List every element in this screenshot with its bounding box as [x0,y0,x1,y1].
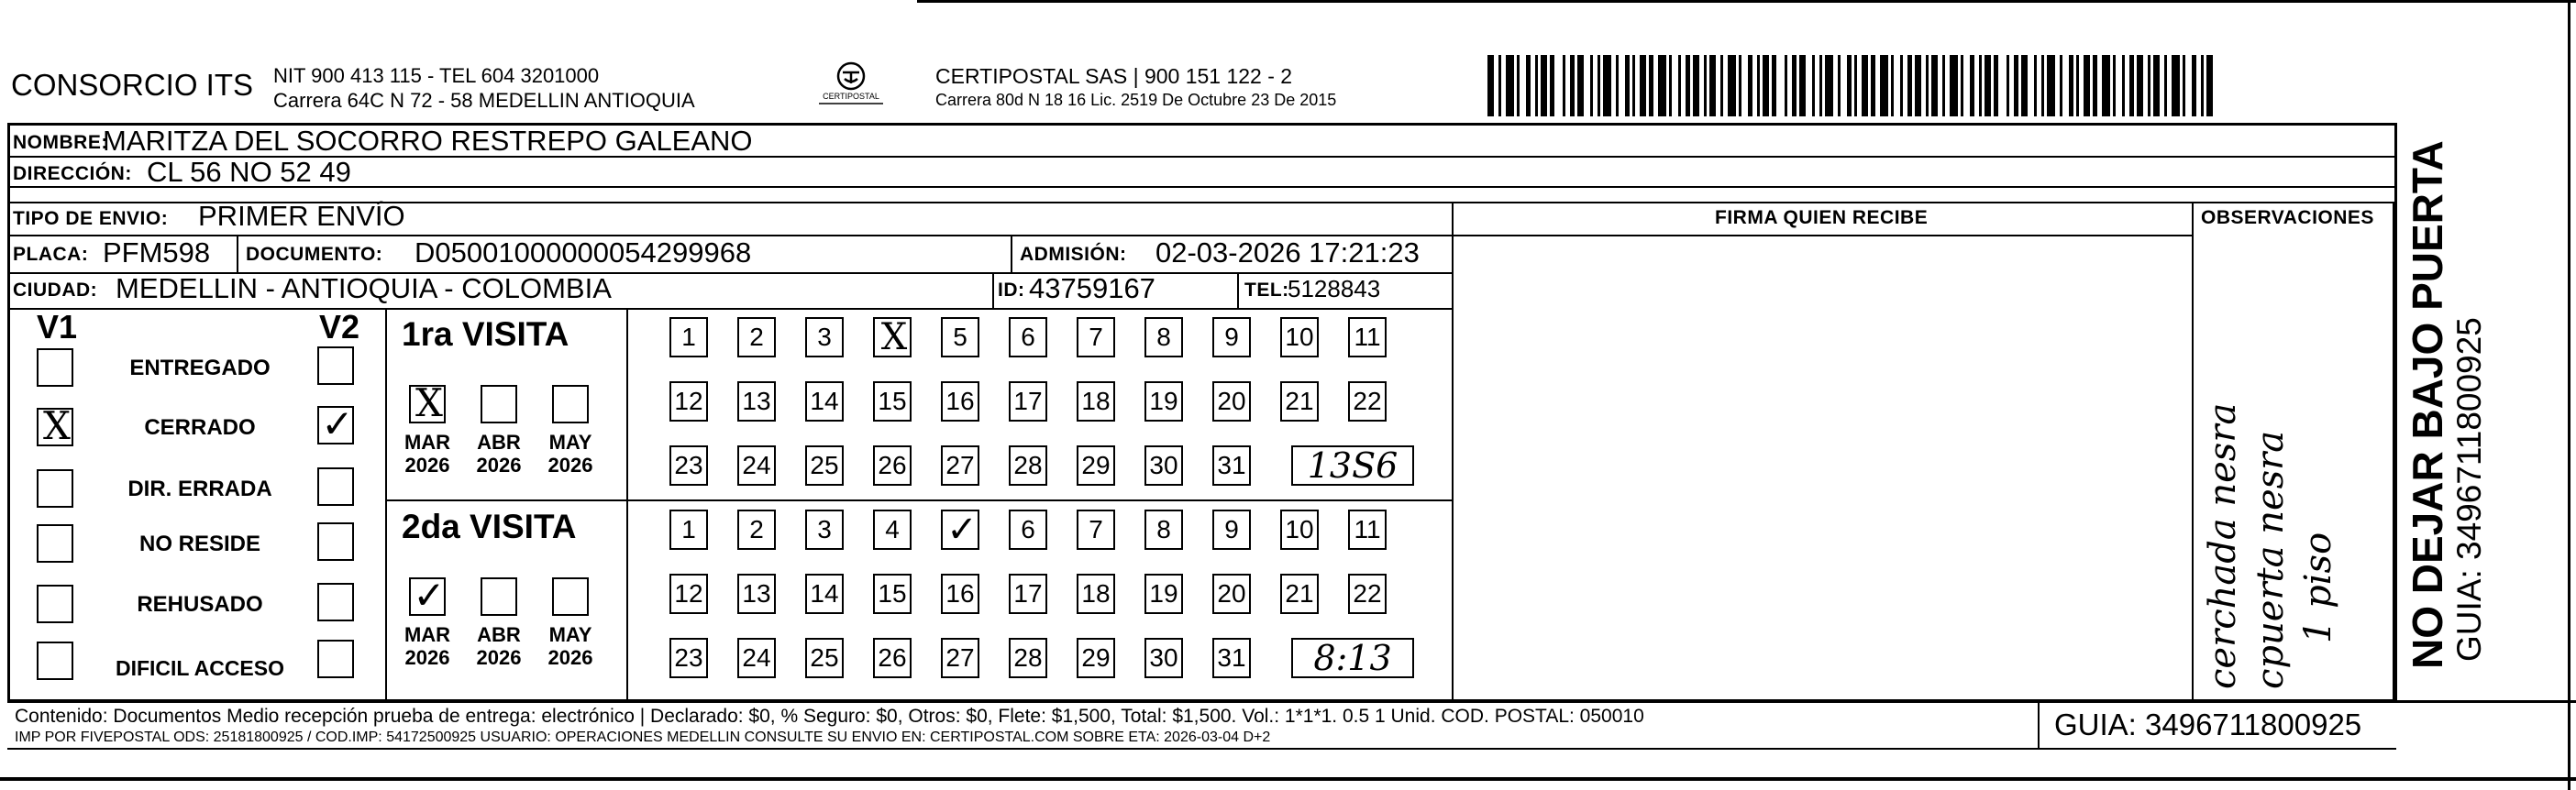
status-v1-checkbox[interactable] [37,403,73,448]
admision-value: 02-03-2026 17:21:23 [1155,236,1420,269]
barcode-bar [1950,55,1958,116]
status-v1-checkbox[interactable] [37,585,73,623]
visit-mid-line [626,308,628,702]
barcode-bar [1577,55,1584,116]
barcode-bar [1741,55,1748,116]
barcode-bar [1640,55,1646,116]
visit-month-label [398,623,457,669]
barcode-bar [1998,55,2007,116]
barcode-bar [1541,55,1547,116]
footer-bottom [7,748,2396,750]
visit-day-mark: X [880,316,908,358]
visit-day-box[interactable]: 18 [1077,381,1115,422]
status-label: NO RESIDE [138,532,261,556]
footer-guia: GUIA: 3496711800925 [2054,708,2362,741]
visit-day-box[interactable]: 18 [1077,574,1115,614]
obs-line-1: cerchada nesra [2202,402,2244,689]
logo-text: CERTIPOSTAL [823,92,879,101]
visit-day-box[interactable]: 15 [873,381,912,422]
visit-title: 1ra VISITA [402,315,569,353]
visit-day-box[interactable]: 24 [737,638,776,678]
barcode-bar [1672,55,1678,116]
month-year: 2026 [404,646,450,669]
id-label: ID: [998,280,1025,301]
id-sep [992,274,994,309]
placa-value: PFM598 [103,236,211,269]
barcode-bar [1763,55,1769,116]
barcode-bar [1880,55,1888,116]
visit-month-mark: ✓ [413,573,446,618]
barcode-bar [2102,55,2110,116]
status-v2-checkbox[interactable] [317,346,354,385]
visit-day-box[interactable]: 16 [941,574,979,614]
visit-day-box[interactable]: 5 [941,317,979,357]
visit-day-box[interactable]: 20 [1212,574,1251,614]
barcode-bar [1619,55,1625,116]
visit-day-box[interactable]: 3 [805,510,844,550]
placa-label: PLACA: [13,244,89,265]
visit-day-box[interactable]: 14 [805,381,844,422]
barcode-bar [2028,55,2034,116]
visit-day-box[interactable]: 6 [1009,317,1047,357]
visit-day-box[interactable]: 7 [1077,317,1115,357]
barcode-bar [1862,55,1868,116]
visit-day-box[interactable]: 13 [737,574,776,614]
visit-day-box[interactable]: 1 [669,317,708,357]
obs-right-line [2393,202,2394,703]
visit-month-label [470,623,528,669]
status-label: REHUSADO [137,592,263,617]
visit-day-box[interactable]: 9 [1212,317,1251,357]
company-address: Carrera 64C N 72 - 58 MEDELLIN ANTIOQUIA [273,89,695,112]
visit-day-box[interactable]: 15 [873,574,912,614]
barcode-bar [2116,55,2122,116]
admision-sep [1011,236,1012,273]
nombre-value: MARITZA DEL SOCORRO RESTREPO GALEANO [103,125,753,157]
visit-left-line [385,308,387,702]
barcode-bar [1841,55,1847,116]
month-year: 2026 [547,454,593,477]
visit-month-checkbox[interactable] [409,380,446,425]
visit-day-box[interactable]: 12 [669,381,708,422]
visit-day-box[interactable]: 25 [805,445,844,486]
visit-day-box[interactable]: 2 [737,510,776,550]
visit-day-box[interactable]: 22 [1348,574,1387,614]
visit-day-box[interactable]: 19 [1144,381,1183,422]
visit-day-box[interactable]: 30 [1144,445,1183,486]
visit-day-box[interactable]: 21 [1280,574,1319,614]
visit-day-box[interactable]: 10 [1280,317,1319,357]
obs-line-2: cpuerta nesra [2250,430,2292,689]
visit-day-mark: ✓ [946,509,978,551]
visit-day-box[interactable]: 4 [873,510,912,550]
ciudad-label: CIUDAD: [13,280,98,301]
barcode-bar [2185,55,2192,116]
visit-month-label [398,431,457,477]
left-section-right-line [1452,202,1454,703]
status-v1-checkbox[interactable] [37,524,73,563]
visit-day-box[interactable]: 29 [1077,445,1115,486]
side-text [2405,119,2489,669]
visit-day-box[interactable]: 26 [873,445,912,486]
admision-label: ADMISIÓN: [1020,244,1127,265]
barcode-bar [1506,55,1514,116]
visit-day-box[interactable]: 8 [1144,317,1183,357]
barcode-bar [2153,55,2160,116]
side-warning: NO DEJAR BAJO PUERTA [2404,140,2451,669]
visit-day-box[interactable]: 12 [669,574,708,614]
barcode-bar [2206,55,2213,116]
placa-sep [237,236,238,273]
barcode-bar [1487,55,1494,116]
tel-sep [1237,274,1239,309]
barcode-bar [1806,55,1812,116]
visit-day-box[interactable]: 30 [1144,638,1183,678]
barcode-bar [1963,55,1970,116]
barcode-bar [1584,55,1590,116]
visit-time-box[interactable] [1291,638,1414,678]
visit-day-box[interactable]: 31 [1212,638,1251,678]
visit-day-box[interactable]: 20 [1212,381,1251,422]
row-divider [7,235,2192,236]
barcode-bar [1603,55,1611,116]
visit-day-box[interactable]: 13 [737,381,776,422]
barcode-bar [1894,55,1900,116]
visit-day-box[interactable]: 1 [669,510,708,550]
direccion-label: DIRECCIÓN: [13,163,132,184]
visit-day-box[interactable]: 9 [1212,510,1251,550]
barcode-bar [2021,55,2028,116]
bottom-edge-line [0,777,2576,781]
barcode-bar [2137,55,2143,116]
visit-month-label [541,623,600,669]
right-edge-line [2568,0,2570,790]
company-nit-tel: NIT 900 413 115 - TEL 604 3201000 [273,64,600,87]
documento-value: D05001000000054299968 [415,236,752,269]
status-v2-checkbox[interactable] [317,522,354,561]
month-year: 2026 [547,646,593,669]
barcode-bar [1776,55,1785,116]
top-edge-line [917,0,2576,3]
certipostal-line2: Carrera 80d N 18 16 Lic. 2519 De Octubre 23 De 2015 [935,91,1337,109]
visit-day-box[interactable]: 23 [669,638,708,678]
status-v1-checkbox[interactable] [37,348,73,387]
month-name: MAY [548,431,592,454]
visit-day-box[interactable]: 25 [805,638,844,678]
barcode-bar [1985,55,1991,116]
barcode-bar [1931,55,1938,116]
ciudad-value: MEDELLIN - ANTIOQUIA - COLOMBIA [116,272,612,304]
row-divider [7,186,2397,188]
status-v2-mark: ✓ [321,401,354,446]
month-name: MAR [404,623,451,646]
month-year: 2026 [404,454,450,477]
visit-day-box[interactable]: 8 [1144,510,1183,550]
visit-day-box[interactable]: 28 [1009,638,1047,678]
status-v2-checkbox[interactable] [317,467,354,506]
tipo-envio-label: TIPO DE ENVIO: [13,208,169,229]
month-name: ABR [477,431,521,454]
side-guia: GUIA: 3496711800925 [2450,317,2488,662]
status-v2-checkbox[interactable] [317,640,354,678]
visit-time-box[interactable] [1291,445,1414,486]
barcode-bar [1709,55,1716,116]
barcode-bar [2062,55,2069,116]
visit-day-box[interactable]: 29 [1077,638,1115,678]
barcode-bar [1728,55,1736,116]
footer-line1: Contenido: Documentos Medio recepción prueba de entrega: electrónico | Declarado: $0, % Seguro: $0, Otros: $0, Flete: $1,500, Total: $1,500. Vol.: 1*1*1. 0.5 1 Unid. COD. POSTAL: 050010 [15,706,1644,727]
visit-day-box[interactable] [941,510,979,550]
firma-label: FIRMA QUIEN RECIBE [1715,207,1929,228]
visit-day-box[interactable]: 3 [805,317,844,357]
barcode-bar [1915,55,1921,116]
status-v1-mark: X [43,403,71,448]
visit-day-box[interactable]: 24 [737,445,776,486]
visit-time: 13S6 [1307,445,1399,486]
barcode-bar [2213,55,2216,116]
visit-day-box[interactable]: 10 [1280,510,1319,550]
visit-month-checkbox[interactable] [552,577,589,616]
tel-value: 5128843 [1288,275,1381,302]
barcode-bar [1693,55,1699,116]
visit-day-box[interactable]: 11 [1348,317,1387,357]
visit-day-box[interactable]: 23 [669,445,708,486]
barcode-bar [1554,55,1563,116]
visit-day-box[interactable]: 21 [1280,381,1319,422]
visit-month-checkbox[interactable] [481,577,517,616]
visit-month-checkbox[interactable] [481,385,517,423]
visit-month-checkbox[interactable] [409,573,446,618]
id-value: 43759167 [1029,272,1155,304]
visit-month-mark: X [415,380,443,425]
month-year: 2026 [476,646,522,669]
certipostal-logo [812,60,890,108]
tipo-envio-value: PRIMER ENVÍO [198,200,405,232]
barcode-bar [1658,55,1666,116]
visit-day-box[interactable]: 27 [941,638,979,678]
visit-title: 2da VISITA [402,508,577,545]
visit-row-line [385,499,1454,501]
status-label: DIFICIL ACCESO [115,656,284,680]
obs-left-line [2192,202,2194,703]
status-v1-checkbox[interactable] [37,642,73,680]
row-divider [7,700,2576,703]
visit-day-box[interactable] [873,317,912,357]
status-v1-checkbox[interactable] [37,469,73,508]
status-v2-checkbox[interactable] [317,583,354,621]
status-v2-checkbox[interactable] [317,401,354,446]
v2-label: V2 [319,308,360,346]
v1-label: V1 [37,308,78,346]
visit-day-box[interactable]: 31 [1212,445,1251,486]
visit-month-checkbox[interactable] [552,385,589,423]
footer-line2: IMP POR FIVEPOSTAL ODS: 25181800925 / COD.IMP: 54172500925 USUARIO: OPERACIONES MEDELLIN CONSULTE SU ENVIO EN: CERTIPOSTAL.COM SOBRE ETA: 2026-03-04 D+2 [15,730,1271,745]
visit-day-box[interactable]: 22 [1348,381,1387,422]
company-name: CONSORCIO ITS [11,68,254,102]
footer-guia-sep [2038,702,2040,748]
visit-day-box[interactable]: 17 [1009,574,1047,614]
barcode-bar [1520,55,1526,116]
visit-day-box[interactable]: 28 [1009,445,1047,486]
nombre-label: NOMBRE: [13,132,108,153]
month-year: 2026 [476,454,522,477]
status-label: ENTREGADO [129,356,271,380]
tel-label: TEL: [1244,280,1289,301]
barcode-icon [1487,55,2217,116]
status-label: DIR. ERRADA [127,477,272,501]
barcode-bar [2084,55,2090,116]
visit-day-box[interactable]: 26 [873,638,912,678]
visit-day-box[interactable]: 19 [1144,574,1183,614]
month-name: MAY [548,623,592,646]
barcode-bar [1799,55,1806,116]
status-label: CERRADO [144,415,256,440]
visit-day-box[interactable]: 11 [1348,510,1387,550]
visit-day-box[interactable]: 27 [941,445,979,486]
visit-day-box[interactable]: 2 [737,317,776,357]
certipostal-line1: CERTIPOSTAL SAS | 900 151 122 - 2 [935,64,1293,88]
observaciones-handwritten [2199,249,2373,689]
obs-line-3: 1 piso [2297,532,2339,643]
direccion-value: CL 56 NO 52 49 [147,156,351,188]
visit-day-box[interactable]: 14 [805,574,844,614]
month-name: ABR [477,623,521,646]
barcode-bar [2172,55,2180,116]
visit-day-box[interactable]: 17 [1009,381,1047,422]
barcode-bar [2047,55,2055,116]
visit-day-box[interactable]: 6 [1009,510,1047,550]
documento-label: DOCUMENTO: [246,244,383,265]
observaciones-label: OBSERVACIONES [2201,207,2374,228]
barcode-bar [1825,55,1833,116]
visit-month-label [541,431,600,477]
visit-day-box[interactable]: 7 [1077,510,1115,550]
visit-day-box[interactable]: 16 [941,381,979,422]
visit-month-label [470,431,528,477]
month-name: MAR [404,431,451,454]
visit-time: 8:13 [1313,638,1392,678]
